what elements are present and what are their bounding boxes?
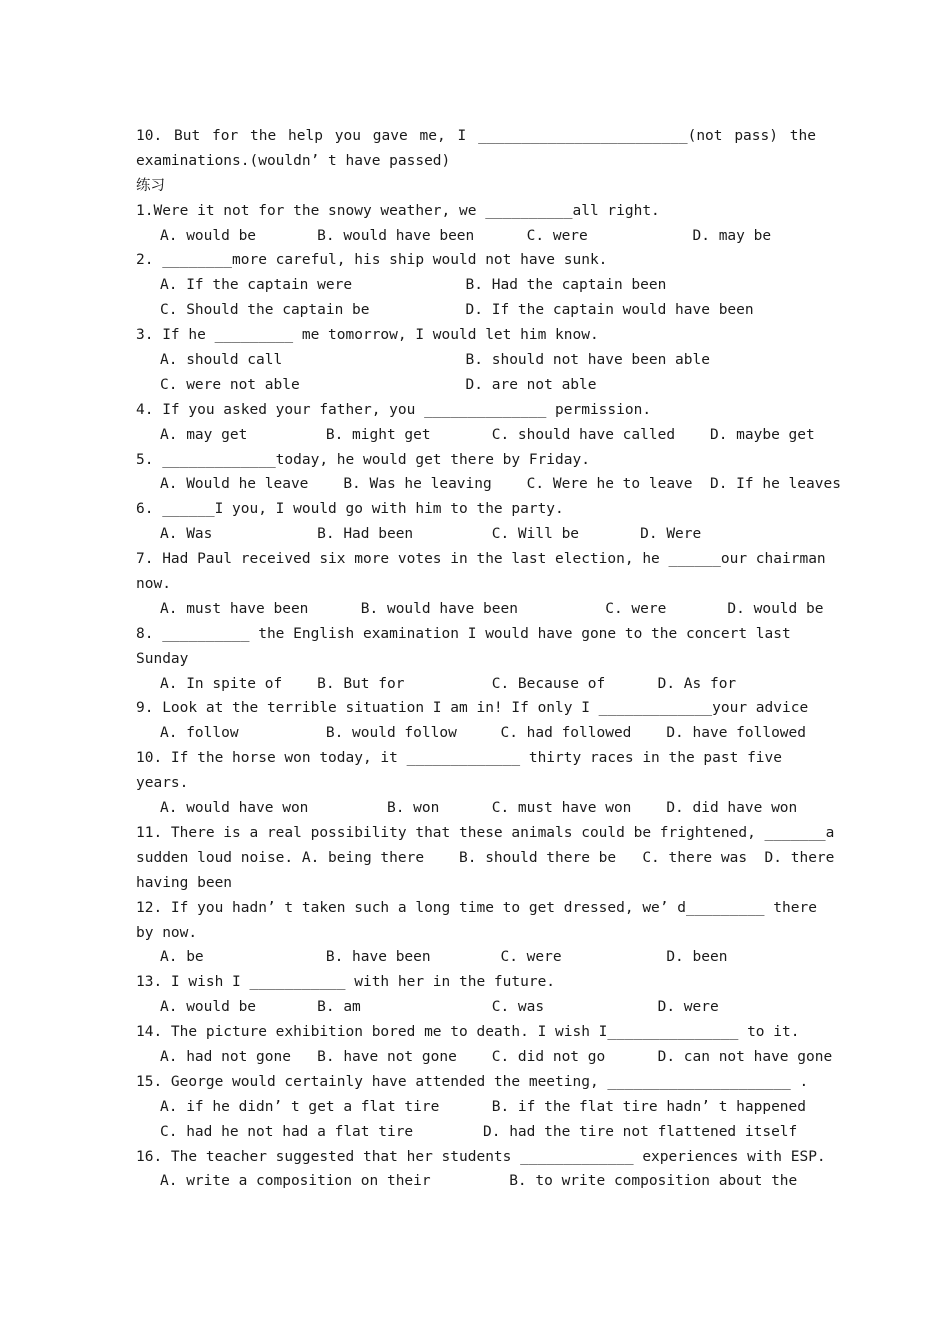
answer-options: C. were not able D. are not able [160, 376, 597, 393]
answer-options: A. if he didn’ t get a flat tire B. if the flat tire hadn’ t happened [160, 1098, 807, 1115]
question-text: examinations.(wouldn’ t have passed) [136, 152, 451, 169]
question-text: 9. Look at the terrible situation I am in! If only I _____________your advice [136, 700, 809, 717]
question-text: 10. But for the help you gave me, I ________________________(not pass) the [136, 128, 816, 144]
question-text: sudden loud noise. A. being there B. should there be C. there was D. there [136, 849, 835, 866]
answer-options: A. would be B. am C. was D. were [160, 999, 719, 1016]
answer-options: A. If the captain were B. Had the captain been [160, 277, 667, 294]
answer-options: A. must have been B. would have been C. were D. would be [160, 600, 824, 617]
question-text: now. [136, 576, 171, 593]
question-text: 12. If you hadn’ t taken such a long time to get dressed, we’ d_________ there [136, 899, 817, 916]
answer-options: A. be B. have been C. were D. been [160, 949, 728, 966]
question-text: 11. There is a real possibility that these animals could be frightened, _______a [136, 824, 835, 841]
question-text: 13. I wish I ___________ with her in the future. [136, 974, 556, 991]
worksheet-page [136, 124, 841, 1194]
question-text: 14. The picture exhibition bored me to death. I wish I_______________ to it. [136, 1024, 800, 1041]
question-text: 2. ________more careful, his ship would not have sunk. [136, 252, 608, 269]
section-heading: 练习 [136, 177, 165, 194]
answer-options: A. Was B. Had been C. Will be D. Were [160, 526, 702, 543]
answer-options: A. should call B. should not have been able [160, 352, 710, 369]
answer-options: A. had not gone B. have not gone C. did not go D. can not have gone [160, 1048, 833, 1065]
question-text: 7. Had Paul received six more votes in the last election, he ______our chairman [136, 551, 826, 568]
answer-options: A. write a composition on their B. to write composition about the [160, 1173, 798, 1190]
answer-options: A. follow B. would follow C. had followed D. have followed [160, 725, 807, 742]
question-text: 10. If the horse won today, it _____________ thirty races in the past five [136, 750, 783, 767]
question-text: Sunday [136, 650, 189, 667]
answer-options: A. may get B. might get C. should have called D. maybe get [160, 426, 815, 443]
question-text: 4. If you asked your father, you ______________ permission. [136, 401, 652, 418]
answer-options: C. Should the captain be D. If the captain would have been [160, 302, 754, 319]
question-text: 3. If he _________ me tomorrow, I would let him know. [136, 327, 599, 344]
question-text: years. [136, 775, 189, 792]
question-text: 15. George would certainly have attended the meeting, _____________________ . [136, 1073, 809, 1090]
answer-options: A. would have won B. won C. must have won D. did have won [160, 800, 798, 817]
answer-options: A. Would he leave B. Was he leaving C. Were he to leave D. If he leaves [160, 476, 841, 493]
question-text: 5. _____________today, he would get there by Friday. [136, 451, 590, 468]
question-text: 16. The teacher suggested that her students _____________ experiences with ESP. [136, 1148, 826, 1165]
answer-options: A. would be B. would have been C. were D. may be [160, 227, 772, 244]
answer-options: C. had he not had a flat tire D. had the tire not flattened itself [160, 1123, 798, 1140]
question-text: by now. [136, 924, 198, 941]
question-text: 8. __________ the English examination I would have gone to the concert last [136, 625, 791, 642]
question-text: 6. ______I you, I would go with him to the party. [136, 501, 564, 518]
question-text: 1.Were it not for the snowy weather, we __________all right. [136, 202, 660, 219]
answer-options: A. In spite of B. But for C. Because of D. As for [160, 675, 737, 692]
question-text: having been [136, 874, 233, 891]
